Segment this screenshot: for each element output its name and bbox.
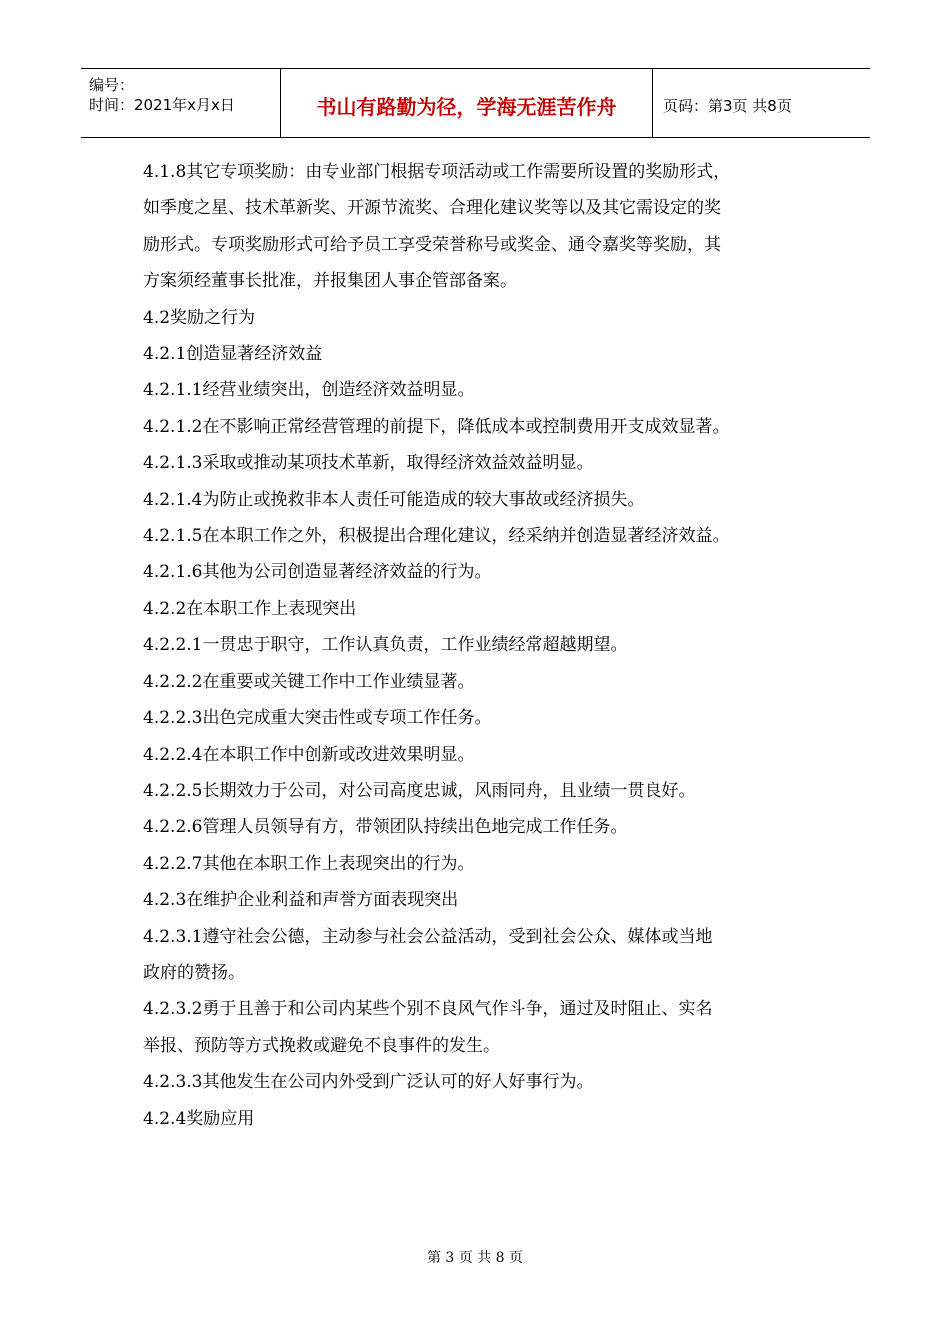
- page-footer: 第 3 页 共 8 页: [426, 1250, 524, 1266]
- serial-label: 编号：: [89, 76, 135, 94]
- text-line: 4.2.2.2在重要或关键工作中工作业绩显著。: [143, 671, 475, 692]
- text-line: 4.2.2.3出色完成重大突击性或专项工作任务。: [143, 708, 492, 729]
- text-line: 政府的赞扬。: [143, 962, 245, 983]
- text-line: 4.2.2.7其他在本职工作上表现突出的行为。: [143, 853, 475, 874]
- text-line: 4.2.1.5在本职工作之外，积极提出合理化建议，经采纳并创造显著经济效益。: [143, 526, 730, 547]
- text-line: 4.2.2.6管理人员领导有方，带领团队持续出色地完成工作任务。: [143, 817, 628, 838]
- date-line: 时间：2021年x月x日: [89, 96, 235, 114]
- header-page-info: 页码：第3页 共8页: [663, 96, 792, 115]
- document-body: [143, 154, 811, 1137]
- text-line: 4.2.3.3其他发生在公司内外受到广泛认可的好人好事行为。: [143, 1072, 594, 1093]
- text-line: 4.2.1.2在不影响正常经营管理的前提下，降低成本或控制费用开支成效显著。: [143, 416, 730, 437]
- text-line: 如季度之星、技术革新奖、开源节流奖、合理化建议奖等以及其它需设定的奖: [143, 198, 721, 219]
- text-line: 4.2.2.5长期效力于公司，对公司高度忠诚，风雨同舟，且业绩一贯良好。: [143, 780, 696, 801]
- page-header: [81, 68, 870, 138]
- subsection-heading: 4.2.3在维护企业利益和声誉方面表现突出: [143, 890, 459, 911]
- text-line: 4.2.1.4为防止或挽救非本人责任可能造成的较大事故或经济损失。: [143, 489, 645, 510]
- text-line: 4.2.1.1经营业绩突出，创造经济效益明显。: [143, 380, 475, 401]
- text-line: 举报、预防等方式挽救或避免不良事件的发生。: [143, 1035, 500, 1056]
- header-meta: [81, 69, 281, 137]
- text-line: 4.2.1.3采取或推动某项技术革新，取得经济效益效益明显。: [143, 453, 594, 474]
- subsection-heading: 4.2.1创造显著经济效益: [143, 344, 323, 365]
- text-line: 4.2.2.1一贯忠于职守，工作认真负责，工作业绩经常超越期望。: [143, 635, 628, 656]
- text-line: 4.2.3.1遵守社会公德，主动参与社会公益活动，受到社会公众、媒体或当地: [143, 926, 713, 947]
- subsection-heading: 4.2.4奖励应用: [143, 1108, 255, 1129]
- section-heading: 4.2奖励之行为: [143, 307, 256, 328]
- text-line: 励形式。专项奖励形式可给予员工享受荣誉称号或奖金、通令嘉奖等奖励，其: [143, 234, 721, 255]
- text-line: 方案须经董事长批准，并报集团人事企管部备案。: [143, 271, 517, 292]
- header-motto: 书山有路勤为径，学海无涯苦作舟: [281, 69, 653, 137]
- text-line: 4.2.1.6其他为公司创造显著经济效益的行为。: [143, 562, 492, 583]
- text-line: 4.2.3.2勇于且善于和公司内某些个别不良风气作斗争，通过及时阻止、实名: [143, 999, 713, 1020]
- text-line: 4.2.2.4在本职工作中创新或改进效果明显。: [143, 744, 475, 765]
- text-line: 4.1.8其它专项奖励：由专业部门根据专项活动或工作需要所设置的奖励形式，: [143, 162, 731, 182]
- subsection-heading: 4.2.2在本职工作上表现突出: [143, 598, 357, 619]
